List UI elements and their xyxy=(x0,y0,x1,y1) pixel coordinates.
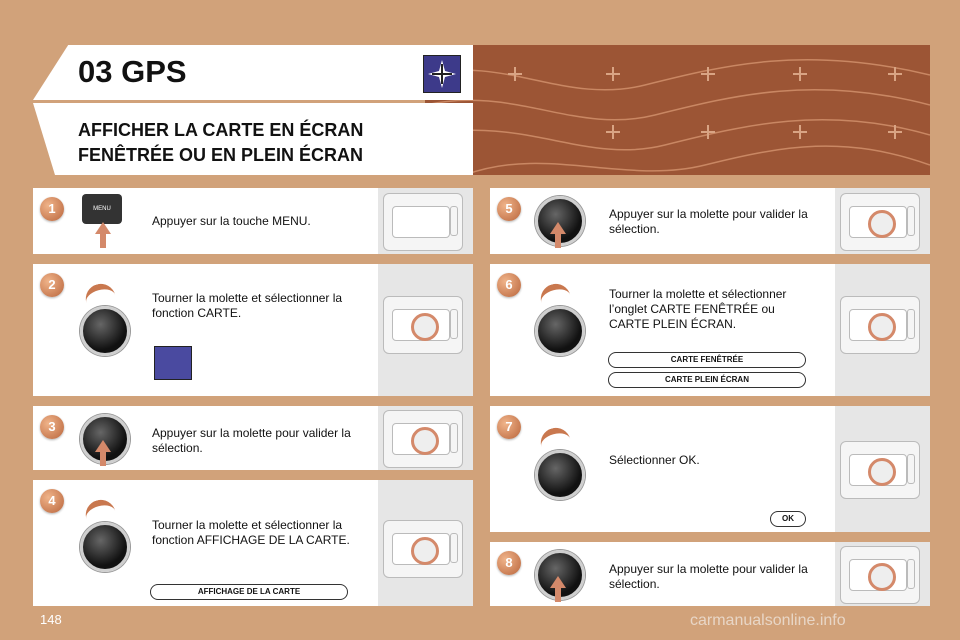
page-title: 03 GPS xyxy=(78,54,187,89)
step-8-text: Appuyer sur la molette pour valider la sélection. xyxy=(609,562,808,591)
dial-knob-icon xyxy=(535,450,585,500)
menu-option-pill: AFFICHAGE DE LA CARTE xyxy=(150,584,348,600)
topographic-banner xyxy=(425,45,930,175)
menu-key-icon: MENU xyxy=(82,194,122,224)
watermark: carmanualsonline.info xyxy=(690,612,846,629)
topo-lines-decoration xyxy=(425,45,930,175)
page-subtitle: AFFICHER LA CARTE EN ÉCRAN FENÊTRÉE OU EN PLEIN ÉCRAN xyxy=(78,120,364,165)
step-number: 5 xyxy=(497,197,521,221)
page-number: 148 xyxy=(40,612,62,627)
control-unit-illustration xyxy=(840,546,920,604)
dial-knob-icon xyxy=(80,306,130,356)
step-number: 6 xyxy=(497,273,521,297)
step-6-text: Tourner la molette et sélectionner l’onglet CARTE FENÊTRÉE ou CARTE PLEIN ÉCRAN. xyxy=(609,287,787,331)
menu-option-pill: CARTE FENÊTRÉE xyxy=(608,352,806,368)
dial-knob-icon xyxy=(80,522,130,572)
step-number: 1 xyxy=(40,197,64,221)
dial-knob-icon xyxy=(535,306,585,356)
step-7-text: Sélectionner OK. xyxy=(609,453,700,467)
step-1-text: Appuyer sur la touche MENU. xyxy=(152,214,311,228)
gps-crosshair-icon xyxy=(423,55,461,93)
menu-option-pill: CARTE PLEIN ÉCRAN xyxy=(608,372,806,388)
step-3-text: Appuyer sur la molette pour valider la sélection. xyxy=(152,426,351,455)
step-number: 3 xyxy=(40,415,64,439)
control-unit-illustration xyxy=(840,193,920,251)
step-number: 8 xyxy=(497,551,521,575)
step-number: 4 xyxy=(40,489,64,513)
step-number: 2 xyxy=(40,273,64,297)
control-unit-illustration xyxy=(383,410,463,468)
control-unit-illustration xyxy=(383,193,463,251)
step-number: 7 xyxy=(497,415,521,439)
control-unit-illustration xyxy=(383,296,463,354)
ok-option-pill: OK xyxy=(770,511,806,527)
step-5-text: Appuyer sur la molette pour valider la sélection. xyxy=(609,207,808,236)
map-icon xyxy=(154,346,192,380)
step-2-text: Tourner la molette et sélectionner la fonction CARTE. xyxy=(152,291,343,320)
step-4-text: Tourner la molette et sélectionner la fonction AFFICHAGE DE LA CARTE. xyxy=(152,518,350,547)
control-unit-illustration xyxy=(840,441,920,499)
control-unit-illustration xyxy=(840,296,920,354)
control-unit-illustration xyxy=(383,520,463,578)
